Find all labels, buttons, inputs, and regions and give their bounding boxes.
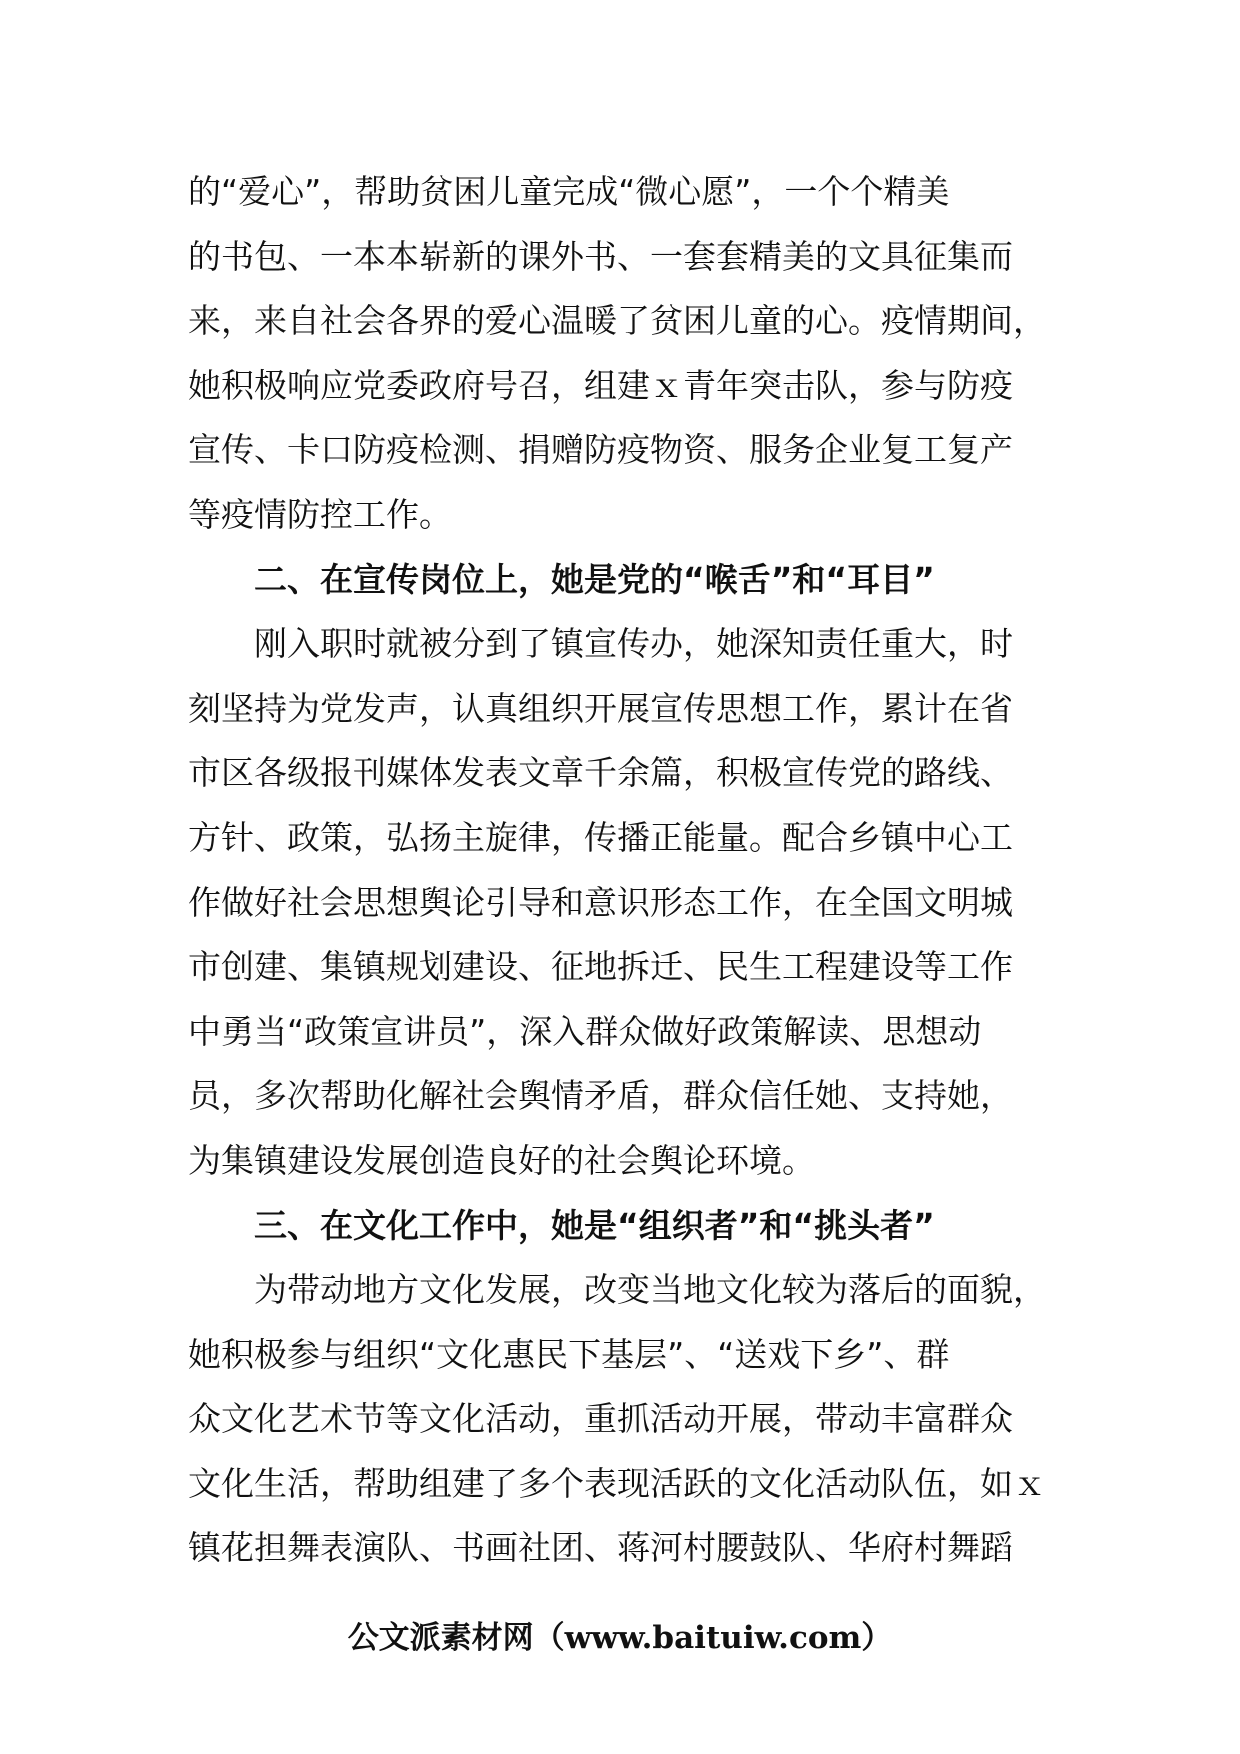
text-line: 宣传、卡口防疫检测、捐赠防疫物资、服务企业复工复产 — [188, 430, 1013, 470]
text-line: 来，来自社会各界的爱心温暖了贫困儿童的心。疫情期间， — [188, 301, 1046, 341]
section-heading-3: 三、在文化工作中，她是“组织者”和“挑头者” — [254, 1205, 935, 1245]
text-line: 等疫情防控工作。 — [188, 494, 452, 534]
footer-watermark: 公文派素材网（www.baituiw.com） — [347, 1620, 893, 1656]
text-line: 她积极参与组织“文化惠民下基层”、“送戏下乡”、群 — [188, 1334, 950, 1374]
text-line: 为带动地方文化发展，改变当地文化较为落后的面貌， — [254, 1270, 1046, 1310]
text-line: 市创建、集镇规划建设、征地拆迁、民生工程建设等工作 — [188, 947, 1013, 987]
text-line: 员，多次帮助化解社会舆情矛盾，群众信任她、支持她， — [188, 1076, 1013, 1116]
text-line: 的书包、一本本崭新的课外书、一套套精美的文具征集而 — [188, 236, 1013, 276]
text-line: 的“爱心”，帮助贫困儿童完成“微心愿”，一个个精美 — [188, 172, 950, 211]
text-line: 方针、政策，弘扬主旋律，传播正能量。配合乡镇中心工 — [188, 817, 1013, 857]
text-line: 刻坚持为党发声，认真组织开展宣传思想工作，累计在省 — [188, 688, 1013, 728]
text-line: 刚入职时就被分到了镇宣传办，她深知责任重大，时 — [254, 624, 1013, 664]
text-line: 她积极响应党委政府号召，组建ｘ青年突击队，参与防疫 — [188, 365, 1013, 405]
document-body — [188, 160, 1068, 1581]
text-line: 市区各级报刊媒体发表文章千余篇，积极宣传党的路线、 — [188, 753, 1013, 793]
text-line: 文化生活，帮助组建了多个表现活跃的文化活动队伍，如ｘ — [188, 1463, 1046, 1503]
text-line: 为集镇建设发展创造良好的社会舆论环境。 — [188, 1140, 815, 1180]
text-line: 中勇当“政策宣讲员”，深入群众做好政策解读、思想动 — [188, 1011, 982, 1051]
text-line: 众文化艺术节等文化活动，重抓活动开展，带动丰富群众 — [188, 1399, 1013, 1439]
text-line: 镇花担舞表演队、书画社团、蒋河村腰鼓队、华府村舞蹈 — [188, 1528, 1013, 1568]
text-line: 作做好社会思想舆论引导和意识形态工作，在全国文明城 — [188, 882, 1013, 922]
section-heading-2: 二、在宣传岗位上，她是党的“喉舌”和“耳目” — [254, 559, 935, 599]
